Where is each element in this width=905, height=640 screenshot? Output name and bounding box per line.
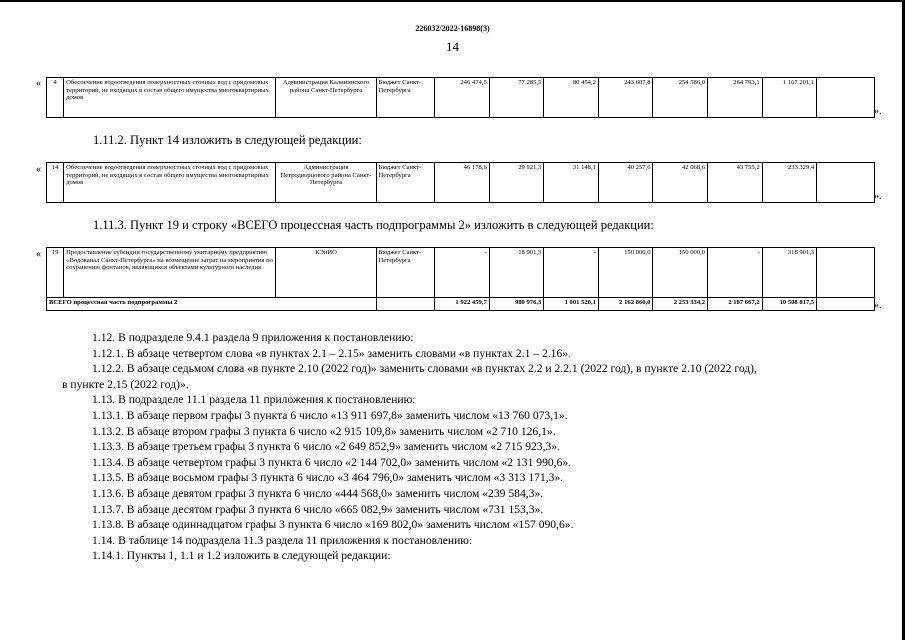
paragraph: 1.13.6. В абзаце девятом графы 3 пункта 6 число «444 568,0» заменить числом «239 584,3». [92, 486, 544, 500]
value-cell: 243 607,8 [598, 78, 653, 118]
item-number: 14 [47, 163, 64, 203]
total-row [47, 298, 875, 311]
total-value-cell: 2 253 334,2 [653, 298, 708, 311]
value-cell: 40 257,6 [598, 163, 653, 203]
empty-cell [376, 298, 435, 311]
quote-open: « [36, 164, 41, 175]
value-cell: 150 000,0 [598, 248, 653, 298]
value-cell: - [544, 248, 599, 298]
item-executor: Администрация Петродворцового района Санкт-Петербурга [276, 163, 376, 203]
paragraph: 1.14. В таблице 14 подраздела 11.3 раздела 11 приложения к постановлению: [92, 533, 473, 547]
total-value-cell: 1 922 459,7 [435, 298, 490, 311]
paragraph: 1.13.1. В абзаце первом графы 3 пункта 6 число «13 911 697,8» заменить числом «13 760 073,1». [92, 408, 568, 422]
body-text [62, 330, 862, 564]
section-heading: 1.11.2. Пункт 14 изложить в следующей редакции: [93, 133, 362, 147]
item-source: Бюджет Санкт-Петербурга [376, 163, 435, 203]
value-cell: 43 755,2 [708, 163, 763, 203]
quote-open: « [36, 78, 41, 89]
empty-cell [817, 248, 875, 298]
quote-close: ». [874, 191, 882, 202]
value-cell: 264 793,1 [708, 78, 763, 118]
value-cell: 318 901,3 [762, 248, 817, 298]
value-cell: 150 000,0 [653, 248, 708, 298]
paragraph: 1.12.2. В абзаце седьмом слова «в пункте 2.10 (2022 год)» заменить словами «в пунктах 2.2 и 2.2.1 (2022 год), в пункте 2.10 (2022 год), [92, 362, 757, 376]
value-cell: 18 901,3 [489, 248, 544, 298]
paragraph: 1.13. В подразделе 11.1 раздела 11 приложения к постановлению: [92, 393, 416, 407]
item-name: Предоставление субсидии государственному унитарному предприятию «Водоканал Санкт-Петербурга» на возмещение затрат на мероприятия по сохранению фонтанов, являющихся объектами культурного наследия [64, 248, 276, 298]
paragraph: 1.12.1. В абзаце четвертом слова «в пунктах 2.1 – 2.15» заменить словами «в пунктах 2.1 – 2.16». [92, 346, 571, 360]
empty-cell [817, 78, 875, 118]
value-cell: 246 474,5 [435, 78, 490, 118]
paragraph: 1.13.4. В абзаце четвертом графы 3 пункта 6 число «2 144 702,0» заменить числом «2 131 990,6». [92, 455, 572, 469]
value-cell: 77 285,5 [489, 78, 544, 118]
section-heading: 1.11.3. Пункт 19 и строку «ВСЕГО процессная часть подпрограммы 2» изложить в следующей редакции: [93, 218, 654, 232]
paragraph: 1.12. В подразделе 9.4.1 раздела 9 приложения к постановлению: [92, 331, 414, 344]
item-number: 19 [47, 248, 64, 298]
item-source: Бюджет Санкт-Петербурга [376, 78, 435, 118]
quote-close: ». [874, 300, 882, 311]
value-cell: 1 167 201,1 [762, 78, 817, 118]
item-name: Обеспечение водоотведения поверхностных сточных вод с придомовых территорий, не входящих в состав общего имущества многоквартирных домов [64, 78, 276, 118]
empty-cell [817, 163, 875, 203]
quote-open: « [36, 249, 41, 260]
value-cell: 29 921,3 [489, 163, 544, 203]
total-label: ВСЕГО процессная часть подпрограммы 2 [47, 298, 377, 311]
value-cell: 80 454,2 [544, 78, 599, 118]
table-item-19 [46, 247, 875, 311]
item-executor: Администрация Калининского района Санкт-Петербурга [276, 78, 376, 118]
value-cell: - [435, 248, 490, 298]
paragraph: 1.13.5. В абзаце восьмом графы 3 пункта 6 число «3 464 796,0» заменить числом «3 313 171,3». [92, 471, 564, 485]
total-value-cell: 2 162 860,0 [598, 298, 653, 311]
paragraph: 1.13.3. В абзаце третьем графы 3 пункта 6 число «2 649 852,9» заменить числом «2 715 923,3». [92, 440, 560, 454]
item-number: 4 [47, 78, 64, 118]
item-executor: КЭиИО [276, 248, 376, 298]
paragraph: в пункте 2.15 (2022 год)». [62, 377, 189, 391]
table-item-4 [46, 77, 875, 118]
paragraph: 1.13.2. В абзаце втором графы 3 пункта 6 число «2 915 109,8» заменить числом «2 710 126,1». [92, 424, 556, 438]
value-cell: 42 068,6 [653, 163, 708, 203]
table-item-14 [46, 162, 875, 203]
item-name: Обеспечение водоотведения поверхностных сточных вод с придомовых территорий, не входящих в состав общего имущества многоквартирных домов [64, 163, 276, 203]
page-number: 14 [446, 39, 459, 54]
value-cell: - [708, 248, 763, 298]
value-cell: 46 178,6 [435, 163, 490, 203]
total-value-cell: 2 187 667,2 [708, 298, 763, 311]
paragraph: 1.13.7. В абзаце десятом графы 3 пункта 6 число «665 082,9» заменить числом «731 153,3». [92, 502, 544, 516]
paragraph: 1.13.8. В абзаце одиннадцатом графы 3 пункта 6 число «169 802,0» заменить числом «157 090,6». [92, 518, 574, 532]
total-value-cell: 1 001 520,1 [544, 298, 599, 311]
item-source: Бюджет Санкт-Петербурга [376, 248, 435, 298]
total-value-cell: 980 976,3 [489, 298, 544, 311]
value-cell: 31 148,1 [544, 163, 599, 203]
value-cell: 233 329,4 [762, 163, 817, 203]
paragraph: 1.14.1. Пункты 1, 1.1 и 1.2 изложить в следующей редакции: [92, 549, 391, 563]
document-id: 226032/2022-16898(3) [415, 24, 490, 33]
scan-border-top [0, 0, 905, 2]
total-value-cell: 10 508 817,5 [762, 298, 817, 311]
empty-cell [817, 298, 875, 311]
value-cell: 254 586,0 [653, 78, 708, 118]
quote-close: ». [874, 106, 882, 117]
